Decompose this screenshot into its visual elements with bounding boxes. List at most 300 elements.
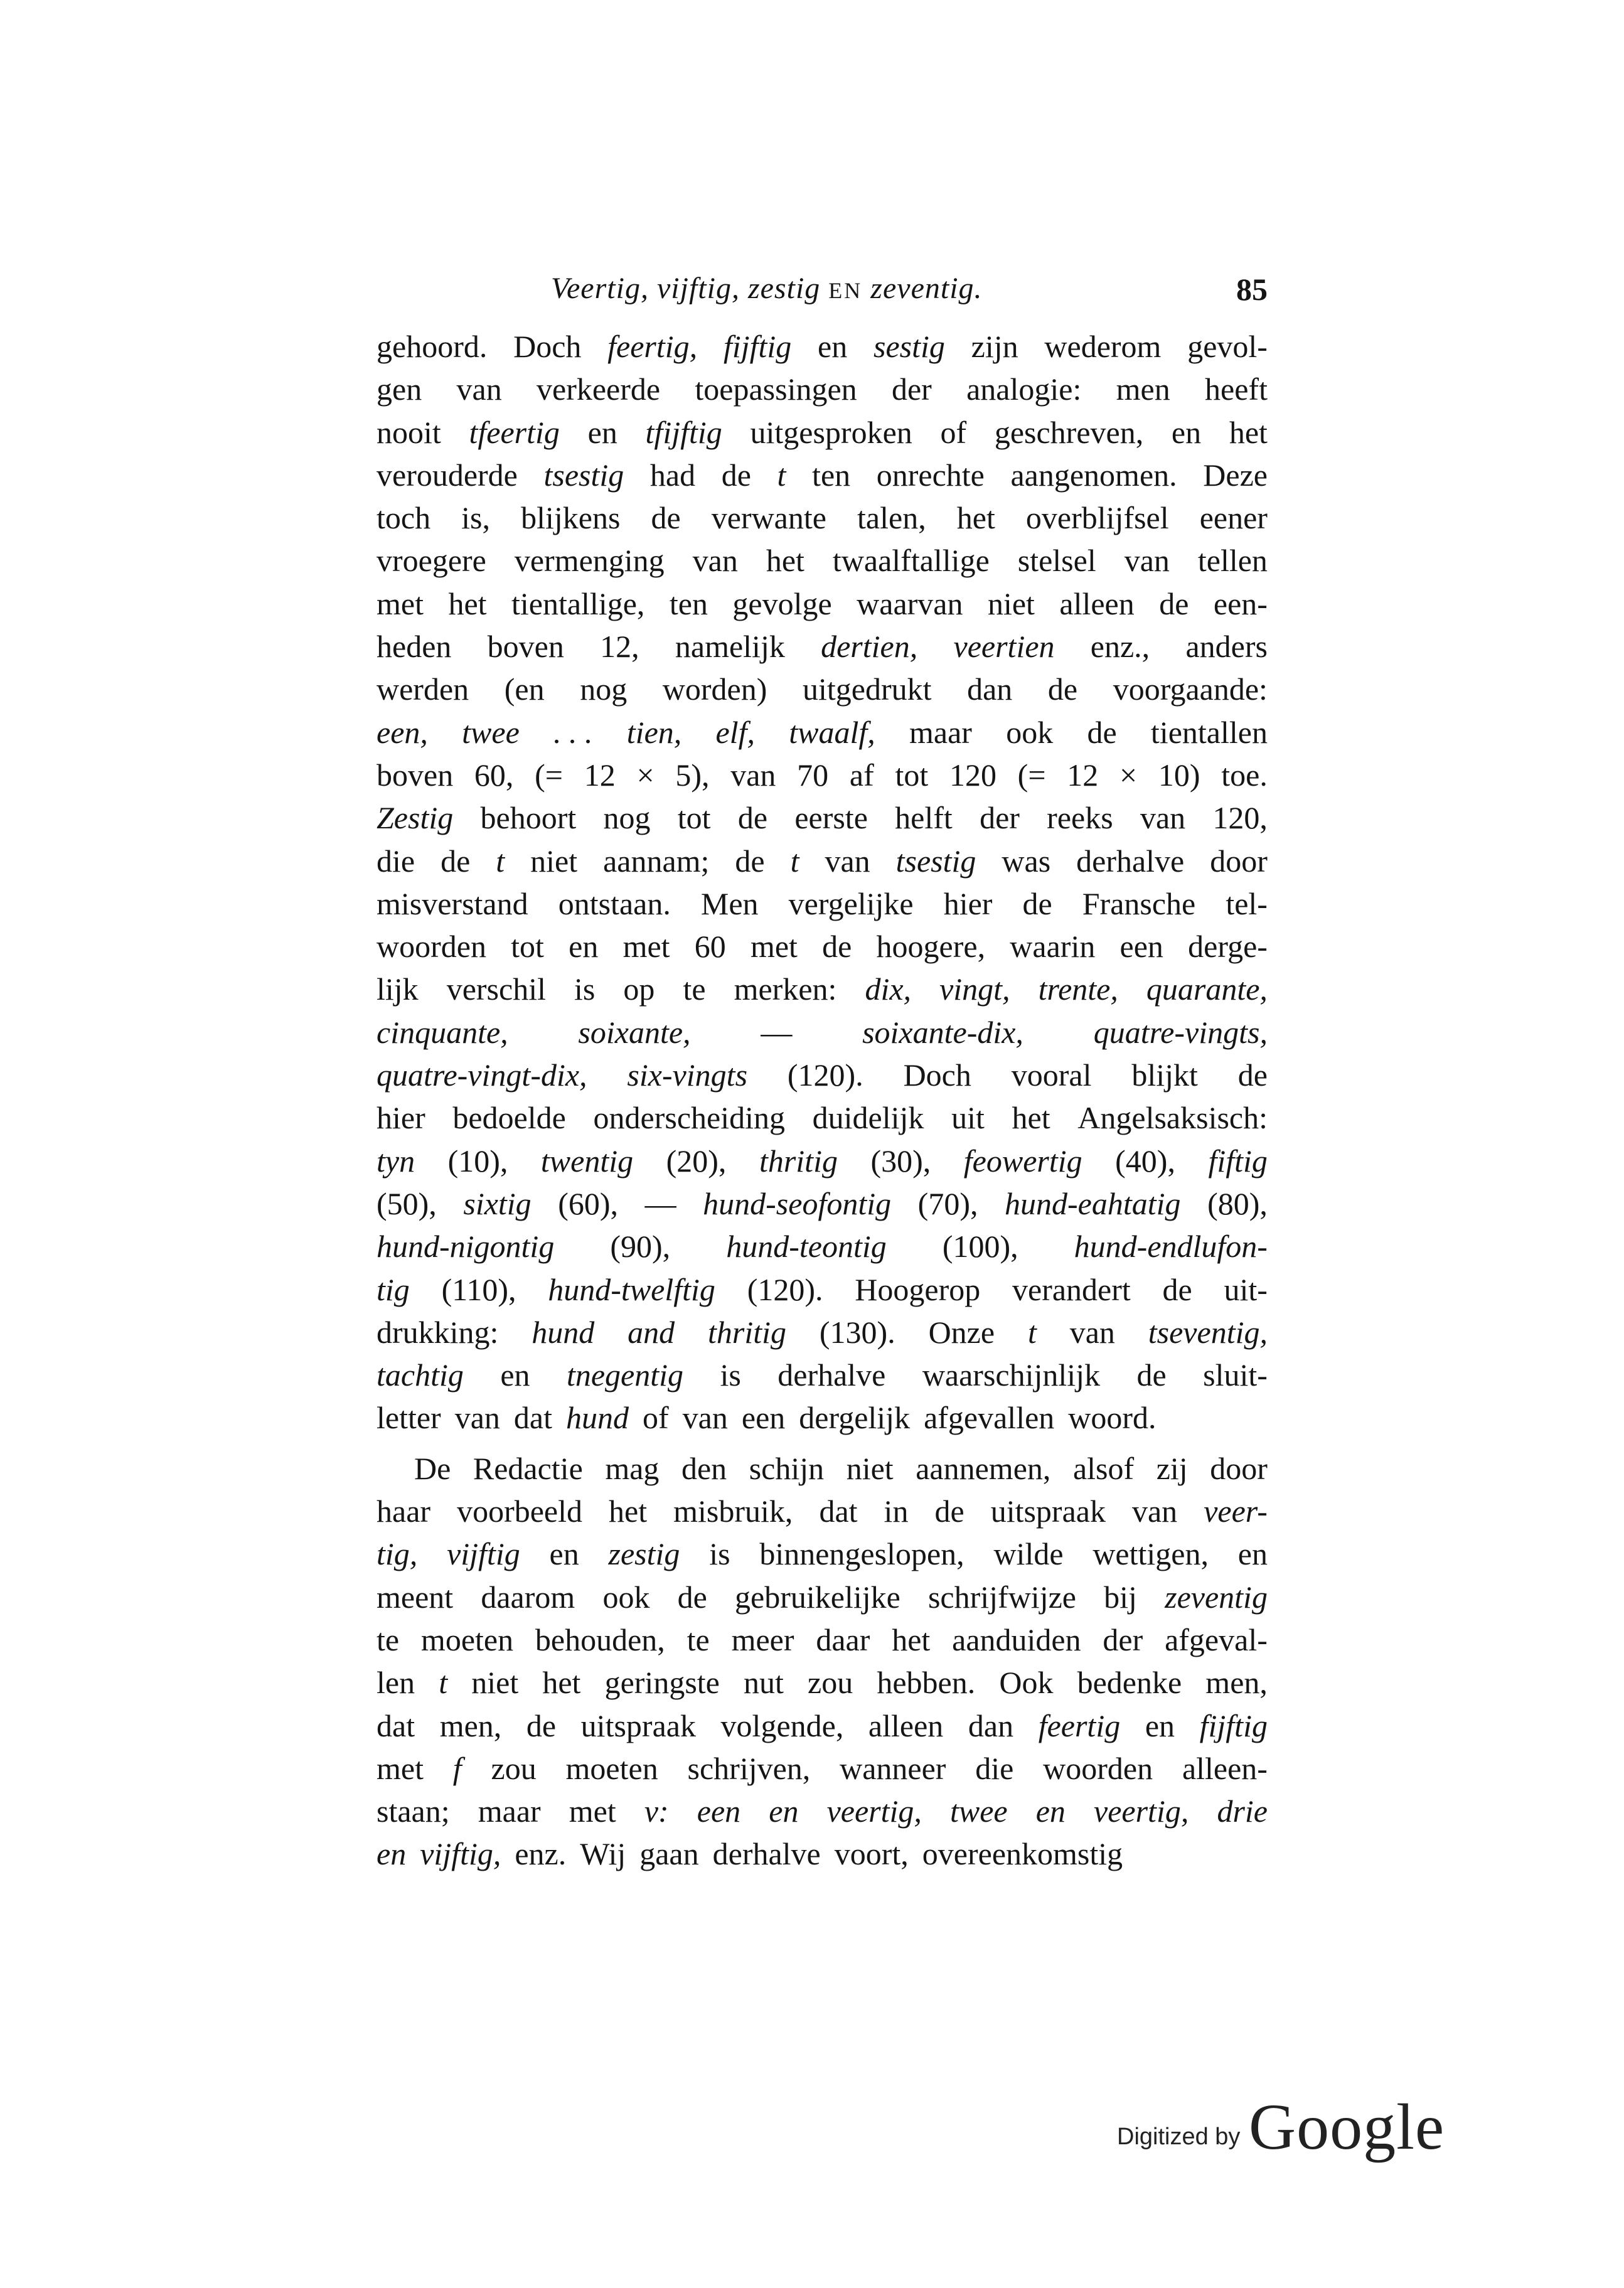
text-line (377, 1054, 1268, 1096)
word: het (1012, 1100, 1050, 1136)
word: Wij (580, 1836, 626, 1872)
word: of (643, 1400, 669, 1436)
word: overeenkomstig (922, 1836, 1123, 1872)
word: is, (461, 500, 491, 536)
text-line (377, 1396, 1268, 1439)
digitized-by-label: Digitized by (1117, 2124, 1241, 2150)
word: (10), (447, 1143, 508, 1179)
word: de (526, 1708, 557, 1743)
running-title (551, 271, 983, 306)
word: (120). (747, 1271, 823, 1307)
word: werden (377, 671, 469, 707)
word: bedenke (1077, 1665, 1182, 1701)
word: ten (669, 585, 708, 621)
italic-word: veertien (953, 629, 1055, 665)
word: is (720, 1357, 741, 1393)
word: van (456, 372, 502, 407)
word: wettigen, (1092, 1536, 1209, 1572)
word: vergelijke (788, 885, 914, 921)
word: (40), (1115, 1143, 1175, 1179)
word: maar (909, 714, 972, 750)
word: derhalve (1076, 843, 1185, 879)
word: en (569, 929, 599, 965)
word: met (622, 929, 670, 965)
word: gehoord. (377, 329, 488, 364)
word: in (884, 1494, 909, 1529)
word: men, (1205, 1665, 1268, 1701)
italic-word: feertig, (607, 329, 698, 364)
word: enz. (515, 1836, 567, 1872)
italic-word: feertig (1038, 1708, 1121, 1743)
italic-word: six-vingts (627, 1057, 748, 1093)
italic-word: twee (462, 714, 520, 750)
word: en (818, 329, 848, 364)
word: — (644, 1185, 676, 1221)
word: staan; (377, 1794, 450, 1829)
text-line (377, 1311, 1268, 1354)
word: de (721, 457, 751, 493)
text-line (377, 1790, 1268, 1832)
word: met (750, 929, 798, 965)
word: ook (1006, 714, 1054, 750)
word: niet (471, 1665, 519, 1701)
word: hier (943, 885, 993, 921)
italic-word: en (377, 1836, 407, 1872)
word: voorbeeld (457, 1494, 582, 1529)
word: De (414, 1450, 451, 1486)
text-line (377, 625, 1268, 668)
text-line (377, 754, 1268, 796)
italic-word: een (697, 1794, 741, 1829)
text-line (377, 882, 1268, 925)
word: te (686, 1622, 710, 1657)
word: nooit (377, 414, 441, 450)
word: geschreven, (994, 414, 1144, 450)
word: moeten (565, 1750, 658, 1786)
word: 10) (1158, 757, 1200, 793)
italic-word: cinquante, (377, 1014, 508, 1050)
running-head (377, 271, 1268, 321)
word: toepassingen (695, 372, 857, 407)
word: dat (377, 1708, 415, 1743)
word: geringste (604, 1665, 720, 1701)
text-line (377, 1182, 1268, 1225)
word: uitspraak (580, 1708, 696, 1743)
word: tot (895, 757, 929, 793)
word: te (377, 1622, 400, 1657)
text-line (377, 1011, 1268, 1054)
word: zou (808, 1665, 853, 1701)
text-line (377, 668, 1268, 710)
text-line (377, 1832, 1268, 1875)
italic-word: t (1027, 1314, 1037, 1350)
word: gen (377, 372, 422, 407)
word: het (766, 543, 804, 579)
word: het (1229, 414, 1268, 450)
text-line (377, 711, 1268, 754)
word: twaalftallige (832, 543, 990, 579)
word: en (549, 1536, 579, 1572)
word: verschil (446, 971, 546, 1007)
word: woorden (377, 929, 486, 965)
word: (= (535, 757, 563, 793)
text-line (377, 1576, 1268, 1618)
word: — (761, 1014, 793, 1050)
body-text (377, 325, 1268, 1876)
word: lijk (377, 971, 419, 1007)
italic-word: t (496, 843, 505, 879)
word: Onze (928, 1314, 995, 1350)
word: gaan (639, 1836, 699, 1872)
word: hoogere, (876, 929, 986, 965)
word: de (651, 500, 681, 536)
word: tellen (1197, 543, 1268, 579)
word: men (1116, 372, 1170, 407)
text-line (377, 1225, 1268, 1268)
italic-word: t (439, 1665, 448, 1701)
text-line (377, 582, 1268, 625)
paragraph-gap (377, 1440, 1268, 1447)
word: namelijk (675, 629, 785, 665)
word: de (441, 843, 471, 879)
word: toch (377, 500, 431, 536)
google-logo: Google (1249, 2091, 1445, 2163)
word: vermenging (514, 543, 665, 579)
word: was (1002, 843, 1051, 879)
text-line (377, 1447, 1268, 1490)
word: dan (968, 1708, 1014, 1743)
word: had (649, 457, 696, 493)
word: dat (819, 1494, 858, 1529)
word: alsof (1072, 1450, 1135, 1486)
italic-word: elf, (715, 714, 755, 750)
word: en (1145, 1708, 1175, 1743)
word: eener (1199, 500, 1268, 536)
word: een (741, 1400, 786, 1436)
word: 120, (1212, 800, 1268, 836)
italic-word: tfijftig (645, 414, 722, 450)
word: niet (530, 843, 578, 879)
word: meer (731, 1622, 794, 1657)
word: der (980, 800, 1020, 836)
italic-word: tyn (377, 1143, 415, 1179)
word: voorgaande: (1113, 671, 1268, 707)
italic-word: hund-teontig (726, 1229, 887, 1264)
word: tientallen (1150, 714, 1268, 750)
word: meent (377, 1579, 454, 1615)
word: boven (377, 757, 454, 793)
word: reeks (1047, 800, 1113, 836)
word: tientallige, (511, 585, 645, 621)
text-line (377, 1747, 1268, 1790)
word: binnengeslopen, (759, 1536, 964, 1572)
word: de (1159, 585, 1189, 621)
word: is (709, 1536, 730, 1572)
word: uitgesproken (750, 414, 912, 450)
word: (130). (819, 1314, 895, 1350)
word: Doch (903, 1057, 971, 1093)
word: uit- (1224, 1271, 1268, 1307)
word: Hoogerop (855, 1271, 981, 1307)
word: drukking: (377, 1314, 499, 1350)
word: van (454, 1400, 500, 1436)
word: waarschijnlijk (922, 1357, 1101, 1393)
word: en (1171, 414, 1202, 450)
word: alleen (1059, 585, 1135, 621)
word: derhalve (777, 1357, 886, 1393)
word: anders (1185, 629, 1268, 665)
text-line (377, 796, 1268, 839)
word: de (737, 800, 768, 836)
word: 70 (797, 757, 829, 793)
text-line (377, 1354, 1268, 1396)
word: de (934, 1494, 964, 1529)
word: van (682, 1400, 728, 1436)
word: van (692, 543, 738, 579)
text-line (377, 1140, 1268, 1182)
word: Deze (1203, 457, 1268, 493)
word: alleen (868, 1708, 944, 1743)
word: daar (816, 1622, 870, 1657)
italic-word: zestig (608, 1536, 680, 1572)
running-title-suffix: zeventig. (870, 272, 983, 305)
word: Doch (513, 329, 582, 364)
word: dergelijk (799, 1400, 911, 1436)
word: afgevallen (924, 1400, 1055, 1436)
word: met (377, 585, 424, 621)
word: hebben. (877, 1665, 976, 1701)
italic-word: zeventig (1165, 1579, 1268, 1615)
italic-word: soixante, (578, 1014, 691, 1050)
word: die (377, 843, 415, 879)
italic-word: tachtig (377, 1357, 464, 1393)
word: de (1047, 671, 1078, 707)
word: toe. (1221, 757, 1268, 793)
italic-word: t (790, 843, 799, 879)
word: (80), (1207, 1185, 1268, 1221)
word: moeten (420, 1622, 514, 1657)
italic-word: veertig, (826, 1794, 922, 1829)
running-title-en: EN (828, 278, 863, 303)
word: schrijven, (687, 1750, 811, 1786)
word: die (975, 1750, 1014, 1786)
italic-word: vijftig (447, 1536, 520, 1572)
word: verwante (711, 500, 826, 536)
word: verandert (1012, 1271, 1131, 1307)
word: wanneer (840, 1750, 946, 1786)
word: met (377, 1750, 424, 1786)
text-line (377, 1490, 1268, 1532)
word: nog (580, 671, 628, 707)
word: Redactie (473, 1450, 583, 1486)
word: de (1237, 1057, 1268, 1093)
word: tel- (1226, 885, 1268, 921)
word: behouden, (535, 1622, 665, 1657)
word: (30), (870, 1143, 931, 1179)
word: Ook (999, 1665, 1054, 1701)
word: van (1124, 543, 1170, 579)
word: uit (951, 1100, 985, 1136)
word: (120). (787, 1057, 863, 1093)
word: waarvan (857, 585, 963, 621)
word: te (683, 971, 706, 1007)
word: van (1131, 1494, 1178, 1529)
word: uitspraak (990, 1494, 1106, 1529)
word: 12 (1067, 757, 1099, 793)
word: van (825, 843, 870, 879)
word: door (1210, 1450, 1268, 1486)
word: 120 (949, 757, 996, 793)
word: wederom (1044, 329, 1162, 364)
word: bedoelde (452, 1100, 566, 1136)
text-line (377, 496, 1268, 539)
word: wilde (993, 1536, 1064, 1572)
italic-word: thritig (708, 1314, 787, 1350)
italic-word: fijftig (723, 329, 792, 364)
word: het (892, 1622, 931, 1657)
word: de (1136, 1357, 1167, 1393)
italic-word: t (777, 457, 786, 493)
text-line (377, 1268, 1268, 1311)
word: schrijfwijze (927, 1579, 1076, 1615)
text-line (377, 368, 1268, 410)
word: duidelijk (812, 1100, 924, 1136)
word: behoort (480, 800, 577, 836)
running-title-prefix: Veertig, vijftig, zestig (551, 272, 821, 305)
word: haar (377, 1494, 431, 1529)
word: gevol- (1187, 329, 1268, 364)
word: bij (1104, 1579, 1137, 1615)
word: uitgedrukt (802, 671, 932, 707)
word: de (1162, 1271, 1192, 1307)
word: vroegere (377, 543, 486, 579)
word: en (500, 1357, 530, 1393)
text-line (377, 539, 1268, 582)
word: woorden (1043, 1750, 1153, 1786)
word: (90), (610, 1229, 671, 1264)
italic-word: twee (949, 1794, 1008, 1829)
word: ten (812, 457, 851, 493)
word: ook (602, 1579, 650, 1615)
word: derhalve (712, 1836, 821, 1872)
word: len (377, 1665, 415, 1701)
word: en (1237, 1536, 1268, 1572)
text-line (377, 454, 1268, 496)
italic-word: fijftig (1199, 1708, 1268, 1743)
italic-word: vijftig, (420, 1836, 501, 1872)
word: × (1119, 757, 1138, 793)
italic-word: veer- (1204, 1494, 1268, 1529)
word: 60, (474, 757, 514, 793)
word: woord. (1068, 1400, 1157, 1436)
word: 12, (600, 629, 639, 665)
text-line (377, 1618, 1268, 1661)
italic-word: tfeertig (469, 414, 560, 450)
word: Fransche (1082, 885, 1196, 921)
word: merken: (734, 971, 837, 1007)
word: onderscheiding (593, 1100, 785, 1136)
word: daarom (481, 1579, 575, 1615)
word: aannam; (603, 843, 710, 879)
digitization-watermark (1117, 2090, 1468, 2163)
word: der (1103, 1622, 1143, 1657)
word: afgeval- (1165, 1622, 1268, 1657)
word: niet (846, 1450, 894, 1486)
italic-word: quarante, (1146, 971, 1268, 1007)
word: de (677, 1579, 707, 1615)
word: verkeerde (537, 372, 661, 407)
italic-word: vingt, (939, 971, 1010, 1007)
word: zijn (971, 329, 1018, 364)
text-line (377, 411, 1268, 454)
word: sluit- (1203, 1357, 1268, 1393)
word: 12 (584, 757, 616, 793)
italic-word: . . . (553, 714, 593, 750)
word: met (569, 1794, 616, 1829)
word: dat (513, 1400, 553, 1436)
word: van (730, 757, 776, 793)
italic-word: twentig (540, 1143, 634, 1179)
italic-word: tsestig (895, 843, 976, 879)
word: of (940, 414, 967, 450)
word: mag (605, 1450, 660, 1486)
word: een (1119, 929, 1163, 965)
italic-word: and (628, 1314, 675, 1350)
word: overblijfsel (1025, 500, 1169, 536)
italic-word: hund (532, 1314, 595, 1350)
word: tot (677, 800, 711, 836)
word: 60 (694, 929, 726, 965)
word: heden (377, 629, 452, 665)
italic-word: dix, (865, 971, 912, 1007)
italic-word: quatre-vingt-dix, (377, 1057, 587, 1093)
word: alleen- (1182, 1750, 1268, 1786)
word: nog (603, 800, 651, 836)
word: hier (377, 1100, 425, 1136)
word: (20), (666, 1143, 727, 1179)
word: een- (1213, 585, 1268, 621)
italic-word: hund-twelftig (548, 1271, 715, 1307)
italic-word: feowertig (963, 1143, 1082, 1179)
italic-word: veertig, (1094, 1794, 1189, 1829)
italic-word: sixtig (463, 1185, 532, 1221)
word: helft (895, 800, 953, 836)
word: zou (491, 1750, 537, 1786)
word: van (1140, 800, 1186, 836)
word: enz., (1090, 629, 1150, 665)
italic-word: thritig (759, 1143, 838, 1179)
word: derge- (1188, 929, 1268, 965)
text-line (377, 1704, 1268, 1747)
word: (= (1017, 757, 1046, 793)
word: maar (478, 1794, 541, 1829)
word: zij (1156, 1450, 1188, 1486)
word: (70), (917, 1185, 978, 1221)
italic-word: Zestig (377, 800, 454, 836)
word: en (587, 414, 617, 450)
word: van (1069, 1314, 1115, 1350)
word: stelsel (1017, 543, 1096, 579)
italic-word: f (452, 1750, 462, 1786)
word: vooral (1011, 1057, 1092, 1093)
word: het (609, 1494, 648, 1529)
word: boven (487, 629, 564, 665)
italic-word: twaalf, (789, 714, 875, 750)
word: de (822, 929, 852, 965)
italic-word: tseventig, (1148, 1314, 1268, 1350)
word: den (681, 1450, 727, 1486)
word: der (891, 372, 932, 407)
